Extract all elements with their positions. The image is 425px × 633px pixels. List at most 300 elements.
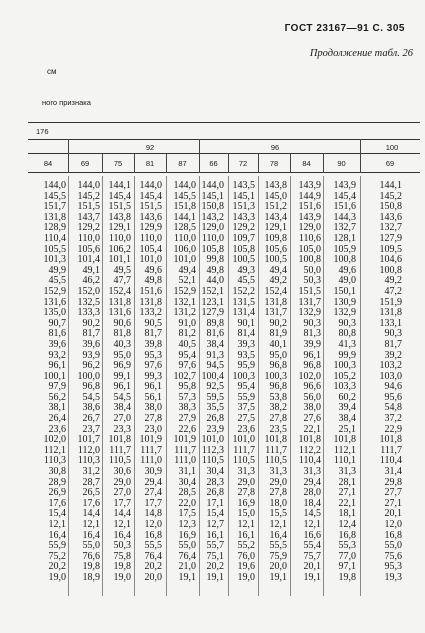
- table-cell: 144,0: [201, 180, 224, 191]
- table-cell: 15,4: [48, 508, 66, 520]
- data-column-divider: [68, 176, 69, 596]
- table-cell: 49,6: [338, 264, 356, 276]
- table-cell: 23,7: [82, 423, 100, 435]
- table-cell: 105,5: [43, 243, 66, 255]
- table-cell: 19,1: [303, 571, 321, 583]
- table-cell: 100,3: [264, 370, 287, 382]
- table-cell: 45,5: [48, 275, 66, 287]
- table-column: [299, 181, 322, 584]
- table-cell: 81,3: [303, 328, 321, 340]
- table-cell: 128,9: [43, 222, 66, 234]
- table-cell: 144,0: [77, 180, 100, 191]
- subgroup-divider: [360, 139, 361, 153]
- table-cell: 132,1: [173, 296, 196, 308]
- table-cell: 99,1: [113, 370, 131, 382]
- column-header: 90: [337, 159, 346, 168]
- table-cell: 89,8: [206, 317, 224, 329]
- table-cell: 38,2: [269, 402, 287, 414]
- table-cell: 95,0: [113, 349, 131, 361]
- table-cell: 40,5: [178, 338, 196, 350]
- table-cell: 95,3: [144, 349, 162, 361]
- column-header: 69: [80, 159, 90, 168]
- table-cell: 29,0: [269, 476, 287, 488]
- column-header: 66: [209, 159, 218, 168]
- table-cell: 47,2: [384, 285, 402, 297]
- table-cell: 112,1: [43, 444, 66, 456]
- table-cell: 97,6: [144, 360, 162, 372]
- table-cell: 28,0: [303, 487, 321, 499]
- table-cell: 27,9: [178, 413, 196, 425]
- table-cell: 12,4: [338, 519, 356, 530]
- table-cell: 144,0: [173, 180, 196, 191]
- table-cell: 81,7: [82, 328, 100, 340]
- table-cell: 17,7: [113, 497, 131, 509]
- table-cell: 14,4: [113, 508, 131, 520]
- table-cell: 131,8: [108, 296, 131, 308]
- table-cell: 109,5: [379, 243, 402, 255]
- table-cell: 12,3: [178, 519, 196, 530]
- data-column-divider: [166, 176, 167, 596]
- table-cell: 38,0: [144, 402, 162, 414]
- table-cell: 75,8: [113, 550, 131, 562]
- table-cell: 105,0: [298, 243, 321, 255]
- table-cell: 19,6: [237, 561, 255, 573]
- table-cell: 150,1: [333, 285, 356, 297]
- table-cell: 14,8: [144, 508, 162, 520]
- table-cell: 96,1: [113, 381, 131, 393]
- table-cell: 151,6: [333, 201, 356, 213]
- table-cell: 81,7: [144, 328, 162, 340]
- table-cell: 23,3: [113, 423, 131, 435]
- table-cell: 15,4: [206, 508, 224, 520]
- table-cell: 95,9: [237, 360, 255, 372]
- table-cell: 99,8: [206, 254, 224, 266]
- table-cell: 27,8: [237, 487, 255, 499]
- table-cell: 40,3: [113, 338, 131, 350]
- table-cell: 16,1: [206, 529, 224, 541]
- table-cell: 93,9: [82, 349, 100, 361]
- table-cell: 30,6: [113, 466, 131, 478]
- table-cell: 27,8: [269, 487, 287, 499]
- table-cell: 131,4: [232, 307, 255, 319]
- table-cell: 38,3: [178, 402, 196, 414]
- table-cell: 151,3: [232, 201, 255, 213]
- table-cell: 30,8: [48, 466, 66, 478]
- table-cell: 40,1: [269, 338, 287, 350]
- table-cell: 145,1: [201, 190, 224, 202]
- table-cell: 20,2: [206, 561, 224, 573]
- table-cell: 106,0: [173, 243, 196, 255]
- table-cell: 16,4: [82, 529, 100, 541]
- table-cell: 143,2: [201, 211, 224, 223]
- table-cell: 105,9: [333, 243, 356, 255]
- table-cell: 101,8: [108, 434, 131, 446]
- table-cell: 17,1: [206, 497, 224, 509]
- table-cell: 100,8: [333, 254, 356, 266]
- table-cell: 28,3: [206, 476, 224, 488]
- table-cell: 143,9: [298, 211, 321, 223]
- table-cell: 151,8: [173, 201, 196, 213]
- table-cell: 16,8: [144, 529, 162, 541]
- column-header: 81: [145, 159, 155, 168]
- table-cell: 76,4: [178, 550, 196, 562]
- data-column-divider: [134, 176, 135, 596]
- table-cell: 131,7: [264, 307, 287, 319]
- table-cell: 27,0: [113, 413, 131, 425]
- table-cell: 131,6: [43, 296, 66, 308]
- table-cell: 90,5: [144, 317, 162, 329]
- row-label: ного признака: [42, 98, 91, 107]
- table-cell: 151,5: [139, 201, 162, 213]
- table-cell: 41,3: [338, 338, 356, 350]
- table-cell: 28,9: [48, 476, 66, 488]
- table-cell: 95,4: [178, 349, 196, 361]
- table-cell: 31,4: [384, 466, 402, 478]
- table-cell: 110,0: [173, 232, 196, 244]
- table-cell: 111,7: [233, 444, 255, 456]
- column-header: 69: [385, 159, 395, 168]
- table-cell: 49,2: [384, 275, 402, 287]
- data-column-divider: [102, 176, 103, 596]
- table-cell: 145,0: [264, 190, 287, 202]
- table-cell: 97,1: [338, 561, 356, 573]
- table-cell: 145,4: [139, 190, 162, 202]
- table-cell: 109,7: [232, 232, 255, 244]
- table-cell: 27,8: [269, 413, 287, 425]
- table-cell: 35,5: [206, 402, 224, 414]
- table-cell: 16,8: [384, 529, 402, 541]
- table-cell: 96,8: [303, 360, 321, 372]
- table-cell: 49,1: [82, 264, 100, 276]
- table-cell: 50,3: [303, 275, 321, 287]
- table-cell: 49,2: [269, 275, 287, 287]
- table-cell: 100,3: [333, 360, 356, 372]
- page-header: ГОСТ 23167—91 С. 305: [284, 23, 405, 34]
- table-cell: 110,0: [108, 232, 131, 244]
- table-cell: 110,0: [201, 232, 224, 244]
- table-cell: 144,1: [108, 180, 131, 191]
- table-cell: 25,1: [338, 423, 356, 435]
- table-cell: 22,9: [384, 423, 402, 435]
- subgroup-header-rule: [28, 153, 420, 154]
- table-cell: 31,3: [237, 466, 255, 478]
- table-cell: 100,1: [43, 370, 66, 382]
- table-cell: 131,6: [108, 307, 131, 319]
- table-cell: 38,1: [48, 402, 66, 414]
- table-cell: 29,0: [237, 476, 255, 488]
- table-cell: 111,0: [140, 455, 162, 467]
- table-cell: 90,3: [303, 317, 321, 329]
- subgroup-header-100: 100: [385, 143, 399, 152]
- table-column: [174, 181, 197, 584]
- table-cell: 100,5: [232, 254, 255, 266]
- table-cell: 152,9: [43, 285, 66, 297]
- table-cell: 16,4: [269, 529, 287, 541]
- table-cell: 75,6: [384, 550, 402, 562]
- table-cell: 49,4: [269, 264, 287, 276]
- table-cell: 111,7: [380, 444, 402, 456]
- table-cell: 14,4: [82, 508, 100, 520]
- table-cell: 16,4: [113, 529, 131, 541]
- table-cell: 91,0: [178, 317, 196, 329]
- table-cell: 81,8: [113, 328, 131, 340]
- table-cell: 30,4: [178, 476, 196, 488]
- table-cell: 105,6: [77, 243, 100, 255]
- table-cell: 20,1: [384, 508, 402, 520]
- table-cell: 128,5: [173, 222, 196, 234]
- table-cell: 129,0: [298, 222, 321, 234]
- table-cell: 81,6: [206, 328, 224, 340]
- table-cell: 38,4: [206, 338, 224, 350]
- table-cell: 12,1: [48, 519, 66, 530]
- table-cell: 60,2: [338, 391, 356, 403]
- table-cell: 101,0: [201, 434, 224, 446]
- table-column: [380, 181, 403, 584]
- table-cell: 19,1: [269, 571, 287, 583]
- table-cell: 92,5: [206, 381, 224, 393]
- column-header: 72: [238, 159, 248, 168]
- table-cell: 52,1: [178, 275, 196, 287]
- table-cell: 111,7: [265, 444, 287, 456]
- table-cell: 31,3: [303, 466, 321, 478]
- table-column: [202, 181, 225, 584]
- table-cell: 95,3: [384, 561, 402, 573]
- table-cell: 17,6: [48, 497, 66, 509]
- table-cell: 38,4: [113, 402, 131, 414]
- table-cell: 21,0: [178, 561, 196, 573]
- table-cell: 76,0: [237, 550, 255, 562]
- table-cell: 19,0: [113, 571, 131, 583]
- group-header: 176: [36, 127, 49, 136]
- table-cell: 27,5: [237, 413, 255, 425]
- table-cell: 95,0: [269, 349, 287, 361]
- table-cell: 144,0: [43, 180, 66, 191]
- table-cell: 17,5: [178, 508, 196, 520]
- column-header: 75: [113, 159, 123, 168]
- table-column: [109, 181, 132, 584]
- table-cell: 128,1: [333, 232, 356, 244]
- table-cell: 55,9: [48, 540, 66, 552]
- table-cell: 143,4: [264, 211, 287, 223]
- table-cell: 27,7: [384, 487, 402, 499]
- table-cell: 12,0: [144, 519, 162, 530]
- table-cell: 112,3: [201, 444, 224, 456]
- table-cell: 19,8: [338, 571, 356, 583]
- table-cell: 26,7: [82, 413, 100, 425]
- table-cell: 56,2: [48, 391, 66, 403]
- table-cell: 20,0: [144, 571, 162, 583]
- table-cell: 101,8: [379, 434, 402, 446]
- table-cell: 22,6: [178, 423, 196, 435]
- table-cell: 23,6: [48, 423, 66, 435]
- table-cell: 145,2: [379, 190, 402, 202]
- table-cell: 151,6: [139, 285, 162, 297]
- table-cell: 143,7: [77, 211, 100, 223]
- table-cell: 91,3: [206, 349, 224, 361]
- table-cell: 143,6: [139, 211, 162, 223]
- table-cell: 112,2: [298, 444, 321, 456]
- table-cell: 39,4: [338, 402, 356, 414]
- table-cell: 31,1: [178, 466, 196, 478]
- table-cell: 28,7: [82, 476, 100, 488]
- table-cell: 101,9: [173, 434, 196, 446]
- table-cell: 101,8: [298, 434, 321, 446]
- table-cell: 143,9: [298, 180, 321, 191]
- table-cell: 111,7: [140, 444, 162, 456]
- table-cell: 14,5: [303, 508, 321, 520]
- table-cell: 143,6: [379, 211, 402, 223]
- table-cell: 90,6: [113, 317, 131, 329]
- table-cell: 55,0: [178, 540, 196, 552]
- table-cell: 110,0: [139, 232, 162, 244]
- table-column: [265, 181, 288, 584]
- table-cell: 152,4: [264, 285, 287, 297]
- table-cell: 55,5: [269, 540, 287, 552]
- table-cell: 152,2: [232, 285, 255, 297]
- table-cell: 16,8: [338, 529, 356, 541]
- table-cell: 49,8: [206, 264, 224, 276]
- table-cell: 16,9: [237, 497, 255, 509]
- table-cell: 90,3: [384, 328, 402, 340]
- table-cell: 99,9: [338, 349, 356, 361]
- table-cell: 110,4: [298, 455, 321, 467]
- table-cell: 151,7: [43, 201, 66, 213]
- table-cell: 17,7: [144, 497, 162, 509]
- table-cell: 127,9: [379, 232, 402, 244]
- table-cell: 38,6: [82, 402, 100, 414]
- table-cell: 129,9: [139, 222, 162, 234]
- table-cell: 135,0: [43, 307, 66, 319]
- table-column: [233, 181, 256, 584]
- subgroup-header-96: 96: [270, 143, 280, 152]
- table-column: [78, 181, 101, 584]
- table-cell: 145,2: [77, 190, 100, 202]
- table-cell: 23,0: [144, 423, 162, 435]
- table-cell: 27,1: [384, 497, 402, 509]
- table-cell: 49,6: [144, 264, 162, 276]
- table-column: [140, 181, 163, 584]
- table-cell: 101,7: [77, 434, 100, 446]
- table-cell: 131,5: [232, 296, 255, 308]
- table-cell: 30,4: [206, 466, 224, 478]
- table-cell: 39,6: [82, 338, 100, 350]
- table-cell: 96,9: [113, 360, 131, 372]
- table-cell: 103,3: [333, 381, 356, 393]
- table-cell: 29,4: [144, 476, 162, 488]
- table-cell: 110,5: [108, 455, 131, 467]
- table-cell: 39,3: [237, 338, 255, 350]
- table-cell: 55,2: [237, 540, 255, 552]
- table-cell: 151,5: [77, 201, 100, 213]
- table-cell: 152,9: [173, 285, 196, 297]
- table-cell: 90,2: [269, 317, 287, 329]
- table-cell: 132,7: [379, 222, 402, 234]
- table-cell: 77,0: [338, 550, 356, 562]
- table-cell: 132,7: [333, 222, 356, 234]
- subgroup-header-92: 92: [145, 143, 155, 152]
- table-cell: 16,9: [178, 529, 196, 541]
- table-cell: 131,7: [298, 296, 321, 308]
- table-cell: 131,8: [264, 296, 287, 308]
- table-cell: 38,0: [303, 402, 321, 414]
- table-cell: 152,1: [201, 285, 224, 297]
- table-cell: 50,0: [303, 264, 321, 276]
- table-cell: 50,3: [113, 540, 131, 552]
- table-cell: 18,0: [269, 497, 287, 509]
- table-cell: 110,5: [201, 455, 224, 467]
- table-cell: 145,5: [43, 190, 66, 202]
- table-cell: 100,8: [298, 254, 321, 266]
- table-cell: 143,9: [333, 180, 356, 191]
- table-cell: 49,0: [338, 275, 356, 287]
- table-cell: 76,6: [82, 550, 100, 562]
- table-cell: 38,4: [338, 413, 356, 425]
- table-cell: 39,2: [384, 349, 402, 361]
- table-cell: 96,1: [303, 349, 321, 361]
- table-cell: 26,9: [48, 487, 66, 499]
- table-cell: 100,5: [264, 254, 287, 266]
- data-column-divider: [290, 176, 291, 596]
- table-cell: 129,0: [201, 222, 224, 234]
- table-cell: 144,3: [333, 211, 356, 223]
- table-cell: 97,6: [178, 360, 196, 372]
- table-cell: 90,7: [48, 317, 66, 329]
- table-cell: 106,2: [108, 243, 131, 255]
- table-cell: 100,4: [201, 370, 224, 382]
- table-cell: 18,1: [338, 508, 356, 520]
- table-cell: 57,3: [178, 391, 196, 403]
- table-cell: 12,1: [303, 519, 321, 530]
- table-cell: 99,3: [144, 370, 162, 382]
- table-cell: 104,6: [379, 254, 402, 266]
- table-cell: 144,0: [139, 180, 162, 191]
- table-cell: 105,6: [264, 243, 287, 255]
- table-cell: 93,2: [48, 349, 66, 361]
- table-cell: 96,1: [48, 360, 66, 372]
- table-cell: 100,0: [77, 370, 100, 382]
- table-cell: 20,2: [144, 561, 162, 573]
- table-cell: 131,8: [43, 211, 66, 223]
- table-cell: 101,0: [232, 434, 255, 446]
- table-cell: 101,4: [77, 254, 100, 266]
- table-cell: 143,8: [264, 180, 287, 191]
- table-cell: 133,1: [379, 317, 402, 329]
- table-cell: 19,0: [237, 571, 255, 583]
- table-cell: 112,0: [77, 444, 100, 456]
- table-cell: 110,5: [232, 455, 255, 467]
- table-cell: 95,4: [237, 381, 255, 393]
- table-cell: 151,5: [298, 285, 321, 297]
- table-cell: 109,8: [264, 232, 287, 244]
- table-cell: 151,9: [379, 296, 402, 308]
- table-cell: 131,2: [173, 307, 196, 319]
- table-cell: 110,4: [379, 455, 402, 467]
- column-header: 78: [269, 159, 279, 168]
- table-cell: 59,5: [206, 391, 224, 403]
- table-cell: 22,1: [338, 497, 356, 509]
- table-cell: 94,5: [206, 360, 224, 372]
- table-cell: 27,8: [144, 413, 162, 425]
- table-cell: 96,2: [82, 360, 100, 372]
- table-cell: 143,8: [108, 211, 131, 223]
- table-cell: 27,0: [113, 487, 131, 499]
- table-cell: 110,1: [333, 455, 356, 467]
- table-cell: 129,2: [232, 222, 255, 234]
- table-cell: 93,5: [237, 349, 255, 361]
- table-cell: 23,9: [206, 423, 224, 435]
- table-cell: 31,2: [82, 466, 100, 478]
- table-cell: 19,1: [178, 571, 196, 583]
